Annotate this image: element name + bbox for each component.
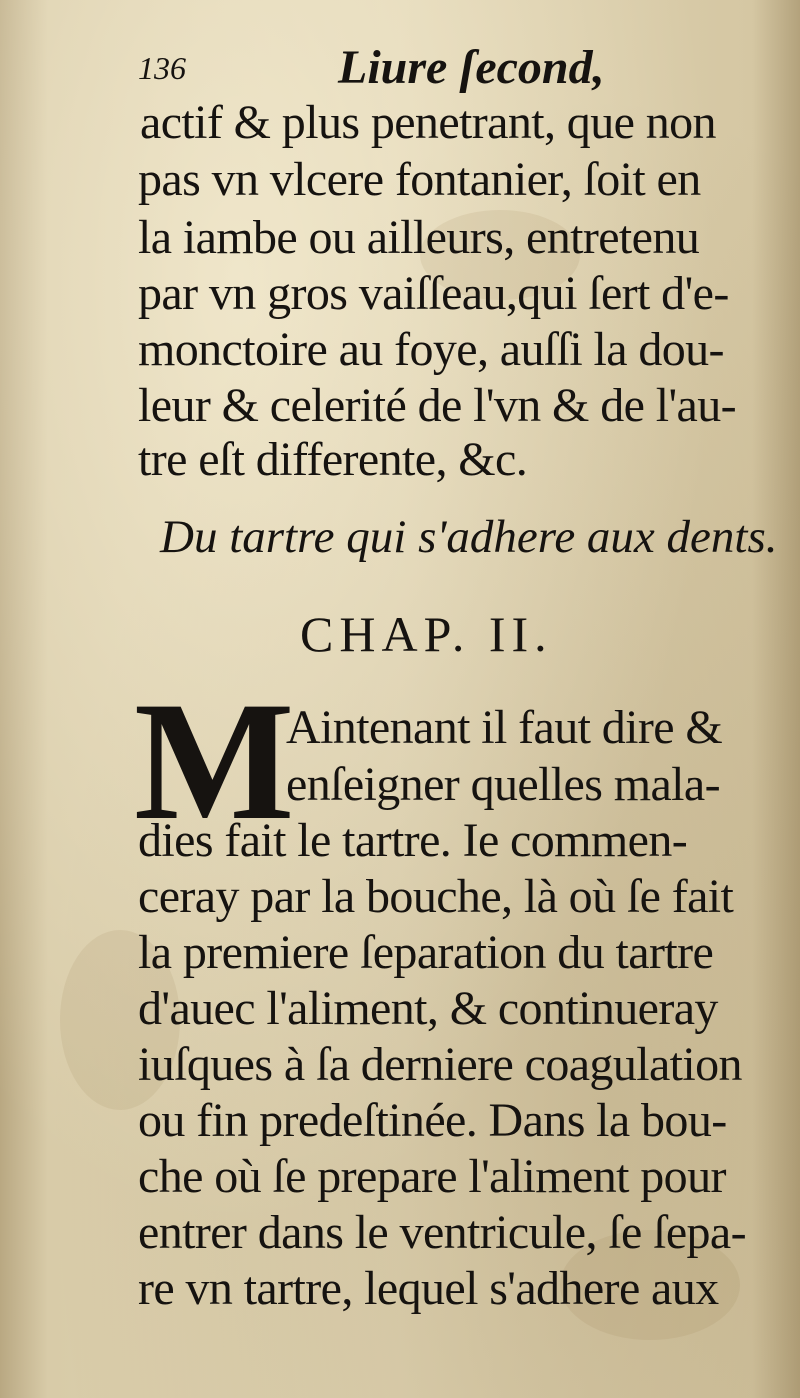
page-number: 136 (138, 50, 186, 86)
text-line: leur & celerité de l'vn & de l'au- (138, 379, 736, 432)
text-line: la iambe ou ailleurs, entretenu (138, 211, 700, 264)
drop-cap: M (134, 667, 295, 855)
text-line: entrer dans le ventricule, ſe ſepa- (138, 1206, 747, 1259)
text-line: iuſques à ſa derniere coagulation (138, 1038, 742, 1091)
text-line: Aintenant il faut dire & (286, 701, 723, 754)
text-line: re vn tartre, lequel s'adhere aux (138, 1262, 719, 1315)
text-line: par vn gros vaiſſeau,qui ſert d'e- (138, 267, 729, 320)
text-line: ceray par la bouche, là où ſe fait (138, 870, 734, 923)
text-line: enſeigner quelles mala- (286, 758, 720, 811)
running-head: Liure ſecond, (338, 41, 605, 94)
text-line: monctoire au foye, auſſi la dou- (138, 323, 724, 376)
text-line: d'auec l'aliment, & continueray (138, 982, 718, 1035)
page-header (138, 40, 738, 100)
text-line: ou fin predeſtinée. Dans la bou- (138, 1094, 727, 1147)
text-line: pas vn vlcere fontanier, ſoit en (138, 153, 701, 206)
chapter-subtitle: Du tartre qui s'adhere aux dents. (160, 511, 778, 563)
text-line: che où ſe prepare l'aliment pour (138, 1150, 726, 1203)
text-line: dies fait le tartre. Ie commen- (138, 814, 688, 867)
text-line: tre eſt differente, &c. (138, 433, 528, 486)
chapter-heading: CHAP. II. (300, 606, 553, 662)
text-line: la premiere ſeparation du tartre (138, 926, 714, 979)
text-line: actif & plus penetrant, que non (140, 96, 716, 149)
